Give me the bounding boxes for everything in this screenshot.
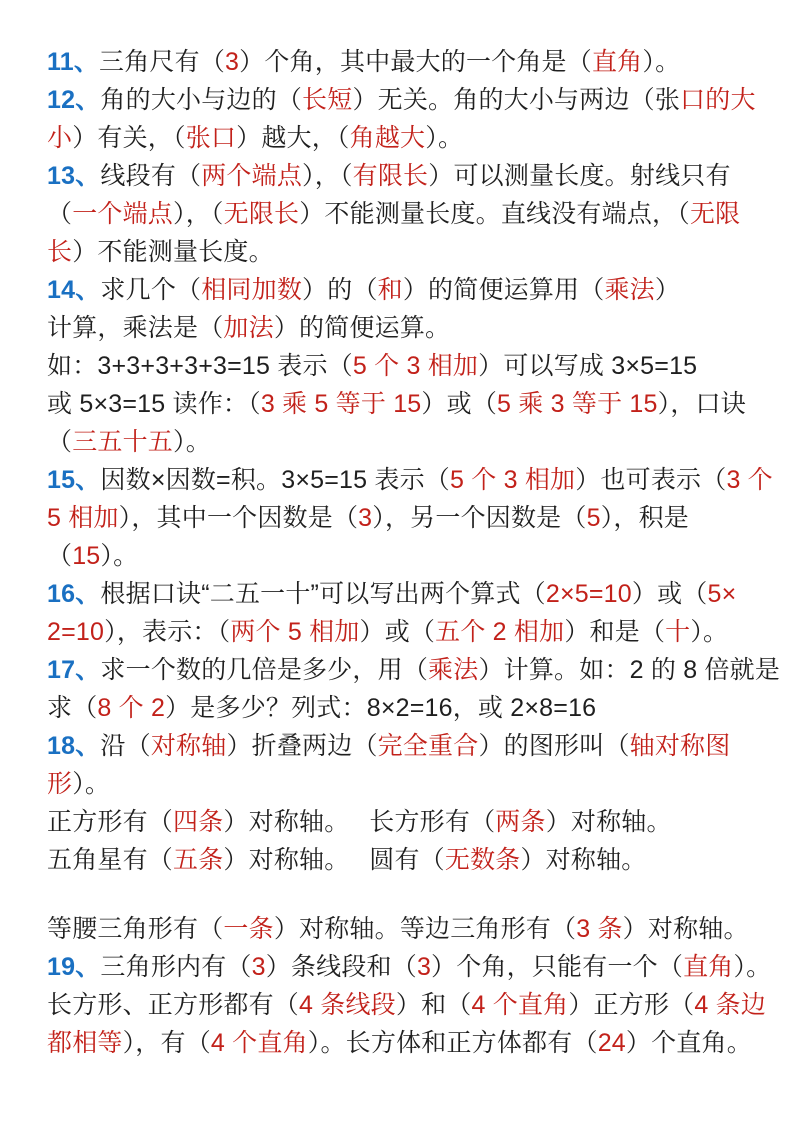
question-text: ）个直角。 [625, 1029, 752, 1057]
question-text: ）或（ [421, 390, 498, 418]
text-line [47, 385, 765, 423]
question-text: ）的（ [302, 276, 378, 304]
item-number: 12、 [47, 86, 101, 114]
answer-text: 5× [707, 580, 737, 608]
text-line [47, 499, 765, 537]
question-text: ）对称轴。 [520, 846, 647, 874]
question-text: ）有关，（ [72, 124, 186, 152]
text-line [47, 461, 773, 499]
answer-text: 5 相加 [47, 504, 119, 532]
text-line [47, 195, 765, 233]
question-text: ）。长方体和正方体都有（ [307, 1029, 598, 1057]
answer-text: 15 [72, 542, 101, 570]
question-text: 沿（ [100, 732, 151, 760]
question-text: ），（ [173, 200, 224, 228]
question-text: 求一个数的几倍是多少，用（ [100, 656, 429, 684]
text-line [47, 651, 781, 689]
answer-text: 角越大 [349, 124, 426, 152]
answer-text: 无限 [689, 200, 741, 228]
question-text: 五角星有（ [47, 846, 174, 874]
text-line [47, 537, 765, 575]
item-number: 14、 [47, 276, 101, 304]
question-text: ）可以写成 3×5=15 [478, 352, 698, 380]
text-line [47, 119, 765, 157]
answer-text: 直角 [683, 953, 734, 981]
text-line [47, 689, 765, 727]
question-text: 三角形内有（ [100, 953, 252, 981]
question-text: 线段有（ [100, 162, 202, 190]
text-line [47, 910, 765, 948]
answer-text: 对称轴 [150, 732, 227, 760]
question-text: ）和是（ [564, 618, 666, 646]
question-text: ）折叠两边（ [226, 732, 378, 760]
question-text: 或 5×3=15 读作：（ [47, 390, 261, 418]
question-text: 如：3+3+3+3+3=15 表示（ [47, 352, 353, 380]
answer-text: 两个 5 相加 [230, 618, 360, 646]
question-text: 计算，乘法是（ [47, 314, 224, 342]
answer-text: 张口 [185, 124, 237, 152]
text-line [47, 575, 765, 613]
answer-text: 五个 2 相加 [435, 618, 565, 646]
question-text: ），表示：（ [104, 618, 231, 646]
answer-text: 小 [47, 124, 73, 152]
question-text: （ [47, 200, 73, 228]
question-text: ）。 [425, 124, 464, 152]
question-text: ）对称轴。 [545, 808, 672, 836]
text-line [47, 803, 765, 841]
question-text: ）不能测量长度。直线没有端点，（ [299, 200, 690, 228]
answer-text: 3 [251, 953, 266, 981]
answer-text: 加法 [223, 314, 274, 342]
answer-text: 五条 [173, 846, 224, 874]
answer-text: 3 [225, 48, 240, 76]
answer-text: 四条 [173, 808, 224, 836]
answer-text: 完全重合 [377, 732, 479, 760]
question-text: ）计算。如：2 的 8 倍就是 [478, 656, 781, 684]
question-text: ）或（ [359, 618, 436, 646]
text-line [47, 81, 765, 119]
question-text: ）的图形叫（ [478, 732, 630, 760]
answer-text: 乘法 [428, 656, 479, 684]
answer-text: 4 条线段 [299, 991, 396, 1019]
answer-text: 形 [47, 770, 73, 798]
answer-text: 5 [586, 504, 601, 532]
question-text: ）。 [733, 953, 772, 981]
text-line [47, 309, 765, 347]
notes-content [47, 43, 781, 1062]
question-text: ） [654, 276, 681, 304]
question-text: ），另一个因数是（ [372, 504, 587, 532]
question-text: ）不能测量长度。 [72, 238, 274, 266]
question-text: 角的大小与边的（ [100, 86, 303, 114]
answer-text: 长短 [302, 86, 353, 114]
question-text: ），积是 [600, 504, 690, 532]
answer-text: 十 [665, 618, 691, 646]
answer-text: 24 [597, 1029, 626, 1057]
question-text: ）。 [690, 618, 729, 646]
text-line [47, 948, 772, 986]
answer-text: 4 个直角 [471, 991, 569, 1019]
question-text: ），（ [302, 162, 353, 190]
answer-text: 两条 [495, 808, 546, 836]
question-text: 长方形、正方形都有（ [47, 991, 300, 1019]
answer-text: 4 个直角 [210, 1029, 308, 1057]
question-text: ）。 [100, 542, 139, 570]
answer-text: 轴对称图 [629, 732, 731, 760]
question-text: ）对称轴。 长方形有（ [223, 808, 496, 836]
question-text: ）个角，只能有一个（ [431, 953, 684, 981]
answer-text: 3 乘 5 等于 15 [260, 390, 422, 418]
answer-text: 长 [47, 238, 73, 266]
question-text: ）个角，其中最大的一个角是（ [239, 48, 592, 76]
answer-text: 无限长 [223, 200, 300, 228]
answer-text: 无数条 [444, 846, 521, 874]
answer-text: 3 [416, 953, 432, 981]
question-text: ）和（ [395, 991, 472, 1019]
answer-text: 和 [377, 276, 403, 304]
text-line [47, 727, 765, 765]
question-text: ）或（ [631, 580, 708, 608]
text-line [47, 271, 765, 309]
answer-text: 口的大 [680, 86, 756, 114]
question-text: ）越大，（ [236, 124, 350, 152]
answer-text: 2×5=10 [545, 580, 632, 608]
text-line [47, 43, 765, 81]
question-text: ），口诀 [657, 390, 746, 418]
text-line [47, 1024, 765, 1062]
question-text: ）也可表示（ [575, 466, 727, 494]
question-text: ）对称轴。等边三角形有（ [273, 915, 577, 943]
answer-text: 3 [358, 504, 373, 532]
item-number: 18、 [47, 732, 101, 760]
question-text: ）条线段和（ [265, 953, 417, 981]
answer-text: 直角 [591, 48, 643, 76]
question-text: ）对称轴。 圆有（ [223, 846, 445, 874]
question-text: ）对称轴。 [622, 915, 749, 943]
question-text: ）可以测量长度。射线只有 [428, 162, 731, 190]
text-line [47, 841, 765, 879]
text-line [47, 613, 765, 651]
question-text: 根据口诀“二五一十”可以写出两个算式（ [100, 580, 546, 608]
answer-text: 有限长 [352, 162, 429, 190]
text-line [47, 423, 765, 461]
answer-text: 三五十五 [72, 428, 174, 456]
item-number: 15、 [47, 466, 101, 494]
answer-text: 都相等 [47, 1029, 123, 1057]
question-text: ）正方形（ [568, 991, 695, 1019]
question-text: ），有（ [122, 1029, 211, 1057]
question-text: （ [47, 542, 73, 570]
text-line [47, 233, 765, 271]
answer-text: 5 个 3 相加 [352, 352, 479, 380]
question-text: ）。 [173, 428, 211, 456]
answer-text: 乘法 [604, 276, 655, 304]
answer-text: 相同加数 [201, 276, 303, 304]
question-text: （ [47, 428, 73, 456]
question-text: ）的简便运算用（ [402, 276, 605, 304]
item-number: 11、 [47, 48, 100, 76]
item-number: 17、 [47, 656, 101, 684]
question-text: ）的简便运算。 [273, 314, 451, 342]
question-text: ）。 [642, 48, 681, 76]
item-number: 19、 [47, 953, 101, 981]
question-text: 三角尺有（ [99, 48, 226, 76]
item-number: 16、 [47, 580, 101, 608]
answer-text: 3 个 [726, 466, 773, 494]
question-text: ），其中一个因数是（ [118, 504, 359, 532]
answer-text: 5 个 3 相加 [449, 466, 576, 494]
answer-text: 4 条边 [694, 991, 767, 1019]
answer-text: 2=10 [47, 618, 105, 646]
answer-text: 8 个 2 [97, 694, 166, 722]
blank-line [47, 879, 765, 910]
text-line [47, 986, 765, 1024]
text-line [47, 765, 765, 803]
question-text: 因数×因数=积。3×5=15 表示（ [100, 466, 450, 494]
answer-text: 5 乘 3 等于 15 [497, 390, 658, 418]
text-line [47, 157, 765, 195]
text-line [47, 347, 765, 385]
item-number: 13、 [47, 162, 101, 190]
answer-text: 两个端点 [201, 162, 303, 190]
question-text: 求几个（ [100, 276, 202, 304]
question-text: 求（ [47, 694, 98, 722]
question-text: ）是多少？列式：8×2=16，或 2×8=16 [165, 694, 597, 722]
answer-text: 一个端点 [72, 200, 174, 228]
answer-text: 一条 [223, 915, 274, 943]
question-text: ）无关。角的大小与两边（张 [352, 86, 681, 114]
question-text: 正方形有（ [47, 808, 174, 836]
question-text: 等腰三角形有（ [47, 915, 224, 943]
question-text: ）。 [72, 770, 111, 798]
answer-text: 3 条 [576, 915, 623, 943]
